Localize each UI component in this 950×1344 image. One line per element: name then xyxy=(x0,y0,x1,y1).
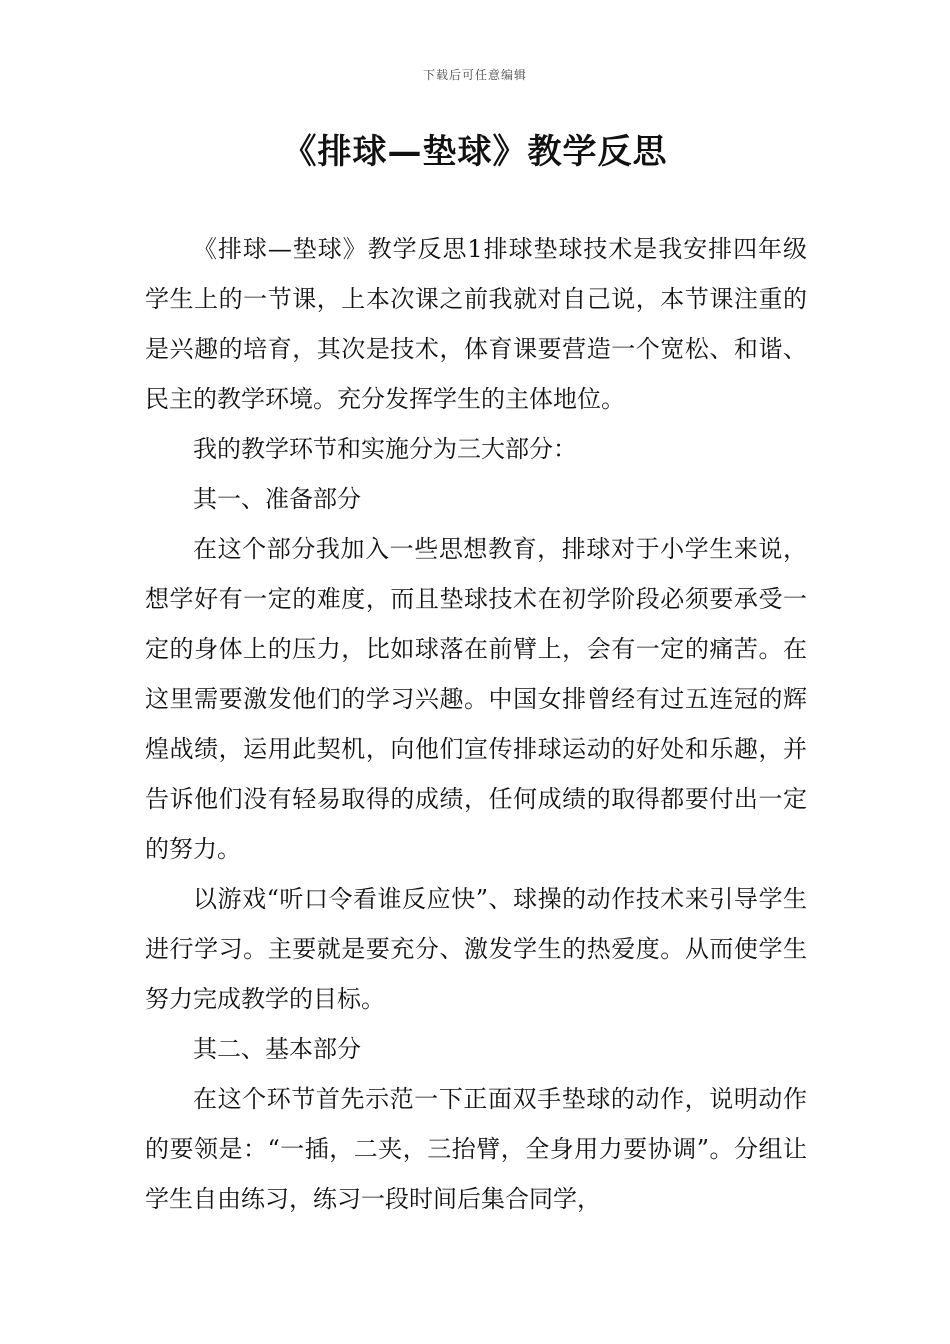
section-heading-preparation: 其一、准备部分 xyxy=(193,485,361,513)
section-heading-basic: 其二、基本部分 xyxy=(193,1035,361,1063)
paragraph-sections-overview: 我的教学环节和实施分为三大部分： xyxy=(193,435,577,463)
header-note: 下载后可任意编辑 xyxy=(422,68,527,82)
document-title: 《排球—垫球》教学反思 xyxy=(282,132,668,172)
document-body xyxy=(145,224,807,1224)
paragraph-basic-body: 在这个环节首先示范一下正面双手垫球的动作，说明动作的要领是：“一插，二夹，三抬臂，全身用力要协调”。分组让学生自由练习，练习一段时间后集合同学， xyxy=(145,1085,807,1213)
paragraph-preparation-body: 在这个部分我加入一些思想教育，排球对于小学生来说，想学好有一定的难度，而且垫球技术在初学阶段必须要承受一定的身体上的压力，比如球落在前臂上，会有一定的痛苦。在这里需要激发他们的学习兴趣。中国女排曾经有过五连冠的辉煌战绩，运用此契机，向他们宣传排球运动的好处和乐趣，并告诉他们没有轻易取得的成绩，任何成绩的取得都要付出一定的努力。 xyxy=(145,535,807,863)
paragraph-games: 以游戏“听口令看谁反应快”、球操的动作技术来引导学生进行学习。主要就是要充分、激发学生的热爱度。从而使学生努力完成教学的目标。 xyxy=(145,885,807,1013)
paragraph-intro: 《排球—垫球》教学反思1排球垫球技术是我安排四年级学生上的一节课，上本次课之前我就对自己说，本节课注重的是兴趣的培育，其次是技术，体育课要营造一个宽松、和谐、民主的教学环境。充分发挥学生的主体地位。 xyxy=(145,235,807,413)
